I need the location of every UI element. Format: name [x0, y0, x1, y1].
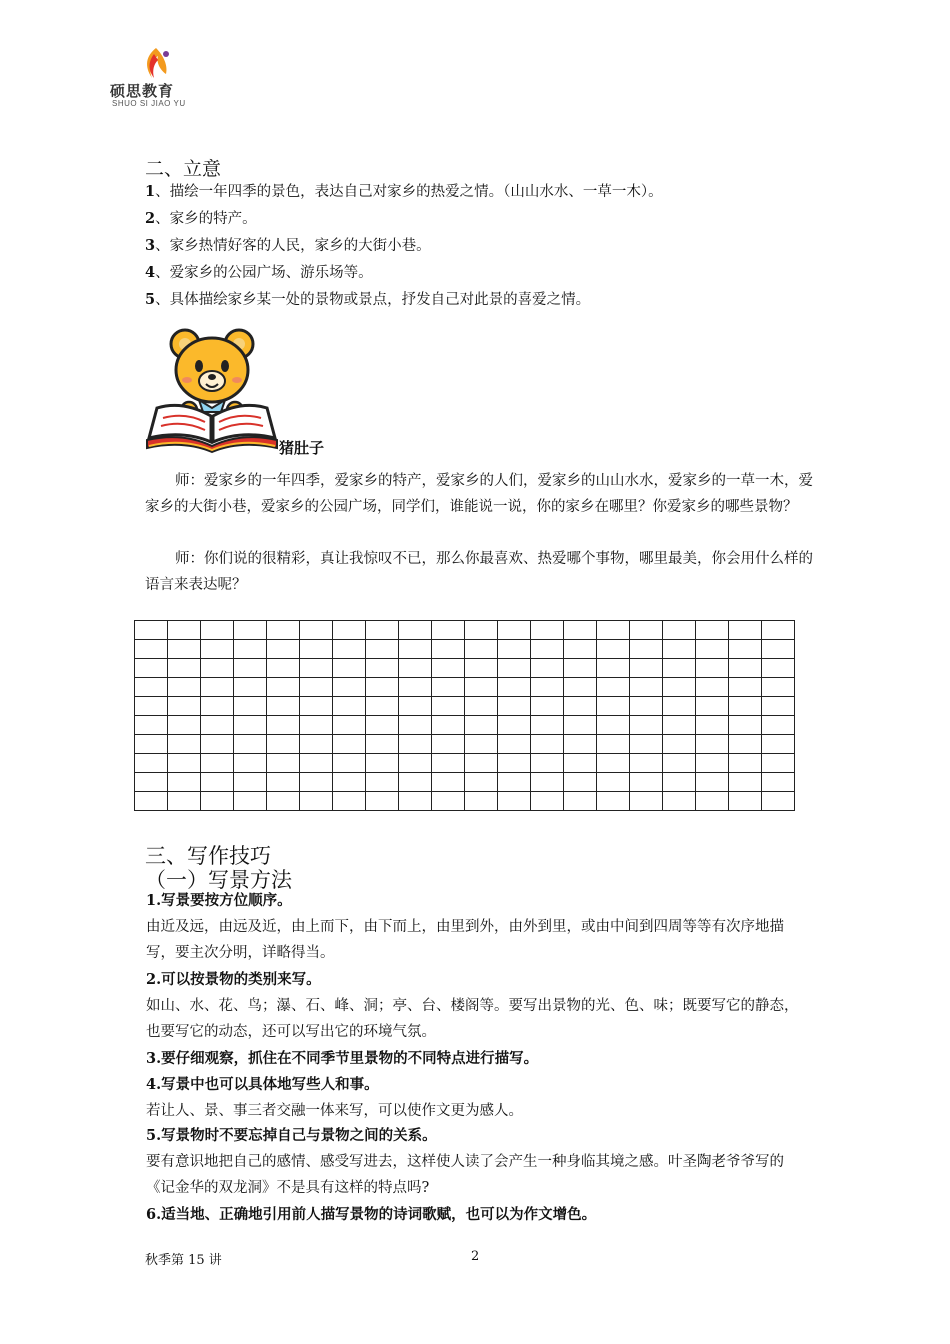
grid-cell[interactable] — [663, 754, 696, 773]
grid-cell[interactable] — [300, 792, 333, 811]
method-body: 若让人、景、事三者交融一体来写，可以使作文更为感人。 — [146, 1103, 523, 1119]
grid-cell[interactable] — [300, 716, 333, 735]
grid-cell[interactable] — [333, 773, 366, 792]
grid-cell[interactable] — [267, 678, 300, 697]
grid-cell[interactable] — [531, 792, 564, 811]
method-body: 要有意识地把自己的感情、感受写进去，这样使人读了会产生一种身临其境之感。叶圣陶老爷爷写的《记金华的双龙洞》不是具有这样的特点吗? — [146, 1154, 784, 1196]
grid-cell[interactable] — [531, 773, 564, 792]
grid-cell[interactable] — [366, 754, 399, 773]
grid-cell[interactable] — [300, 621, 333, 640]
grid-cell[interactable] — [597, 678, 630, 697]
grid-cell[interactable] — [399, 697, 432, 716]
grid-cell[interactable] — [498, 678, 531, 697]
grid-cell[interactable] — [597, 697, 630, 716]
grid-cell[interactable] — [465, 678, 498, 697]
grid-cell[interactable] — [564, 621, 597, 640]
grid-cell[interactable] — [762, 659, 795, 678]
list-item-number: 1 — [145, 183, 156, 200]
grid-cell[interactable] — [729, 697, 762, 716]
grid-cell[interactable] — [432, 621, 465, 640]
grid-cell[interactable] — [399, 621, 432, 640]
grid-cell[interactable] — [564, 754, 597, 773]
grid-cell[interactable] — [630, 621, 663, 640]
grid-cell[interactable] — [201, 640, 234, 659]
grid-cell[interactable] — [564, 678, 597, 697]
grid-cell[interactable] — [432, 678, 465, 697]
method-heading: 6.适当地、正确地引用前人描写景物的诗词歌赋，也可以为作文增色。 — [146, 1206, 597, 1223]
grid-cell[interactable] — [168, 697, 201, 716]
grid-cell[interactable] — [399, 792, 432, 811]
grid-cell[interactable] — [300, 754, 333, 773]
grid-cell[interactable] — [234, 735, 267, 754]
grid-cell[interactable] — [762, 621, 795, 640]
grid-cell[interactable] — [366, 640, 399, 659]
grid-cell[interactable] — [366, 735, 399, 754]
grid-cell[interactable] — [498, 621, 531, 640]
writing-grid-table[interactable] — [134, 620, 795, 811]
grid-cell[interactable] — [696, 659, 729, 678]
grid-cell[interactable] — [168, 678, 201, 697]
section-title-intent: 二、立意 — [145, 158, 222, 180]
grid-cell[interactable] — [399, 754, 432, 773]
grid-cell[interactable] — [168, 792, 201, 811]
brand-logo — [110, 46, 200, 106]
grid-cell[interactable] — [630, 678, 663, 697]
grid-cell[interactable] — [234, 773, 267, 792]
grid-cell[interactable] — [432, 640, 465, 659]
grid-cell[interactable] — [267, 716, 300, 735]
grid-cell[interactable] — [630, 735, 663, 754]
method-heading: 2.可以按景物的类别来写。 — [146, 971, 321, 988]
teacher-paragraph-1 — [145, 468, 813, 520]
grid-cell[interactable] — [531, 735, 564, 754]
grid-cell[interactable] — [399, 659, 432, 678]
grid-row — [135, 735, 795, 754]
grid-cell[interactable] — [564, 697, 597, 716]
grid-cell[interactable] — [267, 792, 300, 811]
grid-cell[interactable] — [465, 659, 498, 678]
grid-cell[interactable] — [135, 716, 168, 735]
grid-cell[interactable] — [729, 621, 762, 640]
grid-cell[interactable] — [366, 659, 399, 678]
grid-cell[interactable] — [597, 754, 630, 773]
grid-cell[interactable] — [267, 659, 300, 678]
grid-cell[interactable] — [663, 792, 696, 811]
grid-cell[interactable] — [135, 659, 168, 678]
grid-cell[interactable] — [267, 621, 300, 640]
grid-cell[interactable] — [729, 659, 762, 678]
grid-cell[interactable] — [663, 678, 696, 697]
grid-cell[interactable] — [300, 640, 333, 659]
grid-cell[interactable] — [201, 754, 234, 773]
grid-cell[interactable] — [531, 754, 564, 773]
grid-cell[interactable] — [729, 735, 762, 754]
grid-cell[interactable] — [729, 754, 762, 773]
list-item — [145, 290, 663, 317]
grid-cell[interactable] — [597, 659, 630, 678]
grid-cell[interactable] — [201, 678, 234, 697]
grid-cell[interactable] — [498, 792, 531, 811]
grid-cell[interactable] — [597, 716, 630, 735]
grid-cell[interactable] — [135, 621, 168, 640]
grid-cell[interactable] — [267, 697, 300, 716]
grid-cell[interactable] — [201, 659, 234, 678]
grid-cell[interactable] — [267, 640, 300, 659]
grid-cell[interactable] — [696, 754, 729, 773]
grid-cell[interactable] — [168, 773, 201, 792]
list-item — [145, 182, 663, 209]
grid-cell[interactable] — [366, 678, 399, 697]
grid-row — [135, 716, 795, 735]
grid-cell[interactable] — [531, 716, 564, 735]
grid-cell[interactable] — [333, 716, 366, 735]
grid-cell[interactable] — [168, 659, 201, 678]
grid-cell[interactable] — [564, 716, 597, 735]
grid-cell[interactable] — [696, 697, 729, 716]
grid-cell[interactable] — [729, 792, 762, 811]
grid-cell[interactable] — [333, 659, 366, 678]
grid-cell[interactable] — [498, 735, 531, 754]
teacher-paragraph-2-text: 师：你们说的很精彩，真让我惊叹不已，那么你最喜欢、热爱哪个事物，哪里最美，你会用什么样的语言来表达呢？ — [145, 551, 813, 593]
grid-cell[interactable] — [135, 640, 168, 659]
subsection-title-scenery: （一）写景方法 — [145, 868, 292, 892]
grid-cell[interactable] — [762, 678, 795, 697]
grid-cell[interactable] — [234, 792, 267, 811]
grid-cell[interactable] — [366, 773, 399, 792]
bear-label: 猪肚子 — [279, 439, 325, 457]
grid-row — [135, 659, 795, 678]
list-item-number: 5 — [145, 291, 156, 308]
grid-cell[interactable] — [531, 659, 564, 678]
grid-cell[interactable] — [267, 754, 300, 773]
grid-cell[interactable] — [135, 678, 168, 697]
grid-cell[interactable] — [399, 716, 432, 735]
grid-row — [135, 640, 795, 659]
grid-cell[interactable] — [696, 621, 729, 640]
grid-cell[interactable] — [366, 621, 399, 640]
grid-cell[interactable] — [201, 773, 234, 792]
grid-cell[interactable] — [399, 773, 432, 792]
grid-cell[interactable] — [201, 697, 234, 716]
teacher-paragraph-2 — [145, 546, 813, 598]
grid-cell[interactable] — [498, 697, 531, 716]
method-heading: 3.要仔细观察，抓住在不同季节里景物的不同特点进行描写。 — [146, 1050, 539, 1067]
method-heading: 4.写景中也可以具体地写些人和事。 — [146, 1076, 379, 1093]
grid-cell[interactable] — [135, 697, 168, 716]
grid-cell[interactable] — [168, 754, 201, 773]
grid-cell[interactable] — [498, 773, 531, 792]
writing-grid[interactable] — [134, 620, 795, 811]
grid-cell[interactable] — [663, 640, 696, 659]
grid-cell[interactable] — [201, 716, 234, 735]
grid-cell[interactable] — [597, 621, 630, 640]
grid-cell[interactable] — [366, 792, 399, 811]
grid-cell[interactable] — [366, 716, 399, 735]
grid-cell[interactable] — [531, 621, 564, 640]
grid-cell[interactable] — [597, 640, 630, 659]
list-item — [145, 209, 663, 236]
grid-cell[interactable] — [300, 697, 333, 716]
bear-book-icon — [143, 326, 283, 454]
grid-cell[interactable] — [168, 621, 201, 640]
grid-cell[interactable] — [333, 621, 366, 640]
bear-reading-illustration — [143, 326, 283, 454]
grid-cell[interactable] — [234, 640, 267, 659]
list-item-text: 、爱家乡的公园广场、游乐场等。 — [155, 265, 373, 281]
grid-cell[interactable] — [498, 640, 531, 659]
list-item-number: 2 — [145, 210, 156, 227]
grid-cell[interactable] — [333, 678, 366, 697]
grid-cell[interactable] — [663, 735, 696, 754]
grid-row — [135, 678, 795, 697]
logo-name-en: SHUO SI JIAO YU — [112, 99, 186, 108]
grid-cell[interactable] — [597, 792, 630, 811]
grid-cell[interactable] — [300, 678, 333, 697]
grid-cell[interactable] — [465, 621, 498, 640]
grid-cell[interactable] — [630, 792, 663, 811]
grid-cell[interactable] — [630, 773, 663, 792]
grid-cell[interactable] — [531, 678, 564, 697]
grid-row — [135, 697, 795, 716]
grid-cell[interactable] — [432, 773, 465, 792]
grid-cell[interactable] — [630, 697, 663, 716]
grid-cell[interactable] — [300, 659, 333, 678]
grid-cell[interactable] — [696, 735, 729, 754]
grid-cell[interactable] — [234, 621, 267, 640]
grid-cell[interactable] — [465, 697, 498, 716]
method-heading: 5.写景物时不要忘掉自己与景物之间的关系。 — [146, 1127, 437, 1144]
grid-row — [135, 754, 795, 773]
list-item-text: 、描绘一年四季的景色，表达自己对家乡的热爱之情。（山山水水、一草一木）。 — [155, 184, 663, 200]
grid-cell[interactable] — [564, 640, 597, 659]
grid-cell[interactable] — [135, 735, 168, 754]
grid-cell[interactable] — [663, 697, 696, 716]
grid-cell[interactable] — [201, 792, 234, 811]
grid-cell[interactable] — [333, 754, 366, 773]
grid-cell[interactable] — [663, 716, 696, 735]
grid-cell[interactable] — [696, 716, 729, 735]
grid-cell[interactable] — [630, 659, 663, 678]
grid-cell[interactable] — [168, 716, 201, 735]
grid-cell[interactable] — [465, 735, 498, 754]
intent-list — [145, 182, 663, 317]
grid-cell[interactable] — [498, 754, 531, 773]
section-title-techniques: 三、写作技巧 — [145, 844, 271, 868]
teacher-paragraph-1-text: 师：爱家乡的一年四季，爱家乡的特产，爱家乡的人们，爱家乡的山山水水，爱家乡的一草一木，爱家乡的大街小巷，爱家乡的公园广场，同学们，谁能说一说，你的家乡在哪里？你爱家乡的哪些景物？ — [145, 473, 813, 515]
grid-cell[interactable] — [267, 735, 300, 754]
grid-cell[interactable] — [300, 773, 333, 792]
grid-cell[interactable] — [564, 659, 597, 678]
grid-cell[interactable] — [168, 640, 201, 659]
flame-logo-icon — [136, 46, 176, 82]
grid-cell[interactable] — [729, 678, 762, 697]
grid-cell[interactable] — [762, 773, 795, 792]
grid-cell[interactable] — [432, 697, 465, 716]
grid-cell[interactable] — [696, 640, 729, 659]
grid-cell[interactable] — [234, 678, 267, 697]
footer-page-number: 2 — [471, 1249, 480, 1264]
grid-cell[interactable] — [696, 773, 729, 792]
grid-cell[interactable] — [630, 754, 663, 773]
grid-cell[interactable] — [465, 754, 498, 773]
grid-cell[interactable] — [564, 735, 597, 754]
grid-cell[interactable] — [234, 659, 267, 678]
grid-cell[interactable] — [432, 735, 465, 754]
grid-cell[interactable] — [333, 792, 366, 811]
grid-cell[interactable] — [498, 716, 531, 735]
grid-cell[interactable] — [333, 697, 366, 716]
grid-cell[interactable] — [201, 621, 234, 640]
grid-cell[interactable] — [762, 792, 795, 811]
grid-cell[interactable] — [597, 735, 630, 754]
grid-cell[interactable] — [465, 792, 498, 811]
grid-cell[interactable] — [234, 697, 267, 716]
grid-cell[interactable] — [234, 754, 267, 773]
grid-cell[interactable] — [630, 640, 663, 659]
list-item-text: 、家乡的特产。 — [155, 211, 257, 227]
list-item — [145, 236, 663, 263]
grid-cell[interactable] — [432, 659, 465, 678]
grid-cell[interactable] — [168, 735, 201, 754]
list-item-text: 、具体描绘家乡某一处的景物或景点，抒发自己对此景的喜爱之情。 — [155, 292, 591, 308]
grid-cell[interactable] — [333, 640, 366, 659]
scenery-methods — [146, 891, 816, 1228]
footer-lecture: 秋季第 15 讲 — [145, 1253, 222, 1268]
grid-cell[interactable] — [729, 773, 762, 792]
method-heading: 1.写景要按方位顺序。 — [146, 892, 292, 909]
grid-cell[interactable] — [465, 640, 498, 659]
grid-cell[interactable] — [399, 640, 432, 659]
grid-row — [135, 792, 795, 811]
grid-cell[interactable] — [663, 659, 696, 678]
grid-cell[interactable] — [597, 773, 630, 792]
method-body: 由近及远，由远及近，由上而下，由下而上，由里到外，由外到里，或由中间到四周等等有次序地描写，要主次分明，详略得当。 — [146, 919, 784, 961]
grid-cell[interactable] — [663, 773, 696, 792]
grid-cell[interactable] — [432, 792, 465, 811]
grid-row — [135, 773, 795, 792]
grid-cell[interactable] — [135, 754, 168, 773]
grid-cell[interactable] — [366, 697, 399, 716]
list-item-number: 3 — [145, 237, 156, 254]
grid-cell[interactable] — [135, 773, 168, 792]
grid-cell[interactable] — [399, 735, 432, 754]
grid-cell[interactable] — [729, 640, 762, 659]
grid-cell[interactable] — [564, 792, 597, 811]
grid-cell[interactable] — [234, 716, 267, 735]
list-item — [145, 263, 663, 290]
grid-cell[interactable] — [762, 735, 795, 754]
grid-cell[interactable] — [531, 697, 564, 716]
grid-cell[interactable] — [432, 716, 465, 735]
grid-cell[interactable] — [399, 678, 432, 697]
grid-cell[interactable] — [630, 716, 663, 735]
grid-cell[interactable] — [465, 716, 498, 735]
grid-cell[interactable] — [762, 754, 795, 773]
grid-cell[interactable] — [762, 697, 795, 716]
grid-cell[interactable] — [300, 735, 333, 754]
grid-cell[interactable] — [333, 735, 366, 754]
method-body: 如山、水、花、鸟；瀑、石、峰、洞；亭、台、楼阁等。要写出景物的光、色、味；既要写它的静态，也要写它的动态，还可以写出它的环境气氛。 — [146, 998, 799, 1040]
grid-cell[interactable] — [135, 792, 168, 811]
grid-cell[interactable] — [696, 792, 729, 811]
grid-cell[interactable] — [762, 716, 795, 735]
grid-row — [135, 621, 795, 640]
list-item-text: 、家乡热情好客的人民，家乡的大街小巷。 — [155, 238, 431, 254]
grid-cell[interactable] — [432, 754, 465, 773]
grid-cell[interactable] — [663, 621, 696, 640]
grid-cell[interactable] — [564, 773, 597, 792]
grid-cell[interactable] — [201, 735, 234, 754]
grid-cell[interactable] — [531, 640, 564, 659]
grid-cell[interactable] — [465, 773, 498, 792]
grid-cell[interactable] — [696, 678, 729, 697]
list-item-number: 4 — [145, 264, 156, 281]
logo-name-cn: 硕思教育 — [110, 82, 175, 100]
grid-cell[interactable] — [267, 773, 300, 792]
grid-cell[interactable] — [729, 716, 762, 735]
grid-cell[interactable] — [498, 659, 531, 678]
grid-cell[interactable] — [762, 640, 795, 659]
